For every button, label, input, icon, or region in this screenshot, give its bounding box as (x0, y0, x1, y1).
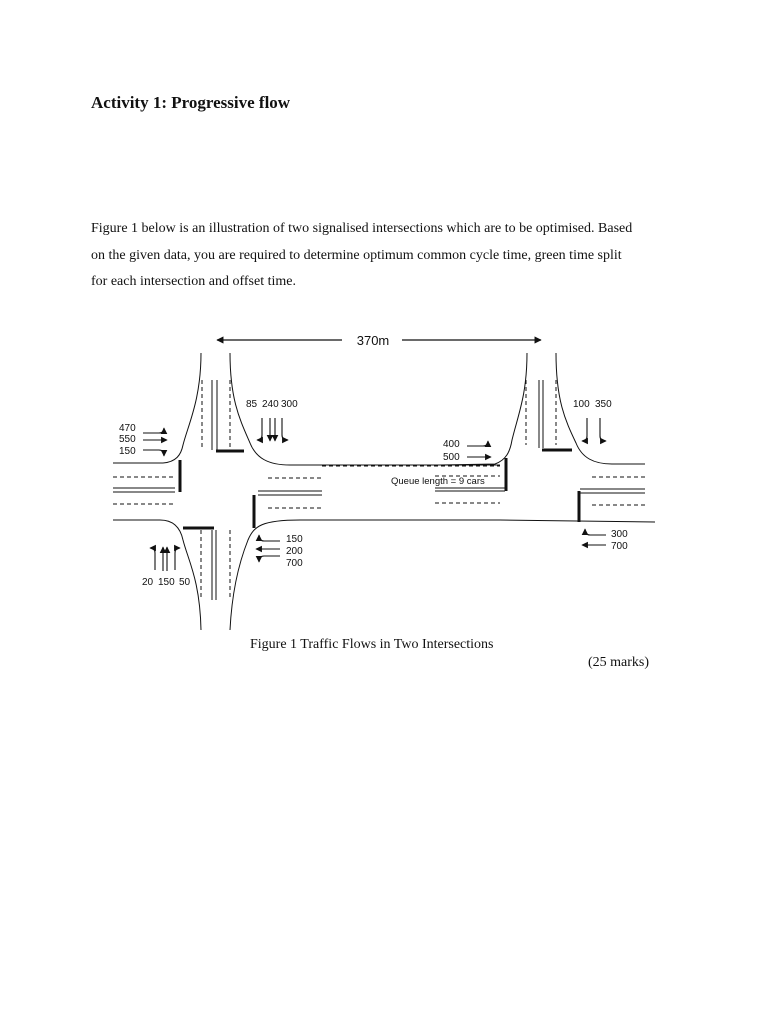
int1-south-flow-2: 240 (262, 399, 279, 410)
paragraph-line-3: for each intersection and offset time. (91, 274, 296, 289)
int2-west-flow-2: 700 (611, 541, 628, 552)
int2-westbound-arrows (582, 529, 606, 545)
distance-indicator (217, 333, 541, 348)
queue-length-label: Queue length = 9 cars (391, 476, 485, 487)
int2-southbound-arrows (582, 418, 606, 441)
paragraph-line-2: on the given data, you are required to determine optimum common cycle time, green time split (91, 247, 622, 263)
int1-east-flow-1: 470 (119, 423, 136, 434)
int1-south-flow-1: 85 (246, 399, 258, 410)
int1-southbound-arrows (257, 418, 288, 441)
int1-northbound-arrows (150, 547, 180, 571)
int1-north-flow-3: 50 (179, 577, 191, 588)
int2-south-flow-2: 350 (595, 399, 612, 410)
marks-label: (25 marks) (588, 655, 650, 670)
int1-east-flow-3: 150 (119, 446, 136, 457)
int1-west-flow-2: 200 (286, 546, 303, 557)
figure-caption: Figure 1 Traffic Flows in Two Intersections (250, 637, 494, 652)
int2-east-flow-2: 500 (443, 452, 460, 463)
intersection-1-stop-lines (180, 451, 254, 528)
int2-east-flow-1: 400 (443, 439, 460, 450)
int1-east-flow-2: 550 (119, 434, 136, 445)
activity-heading: Activity 1: Progressive flow (91, 93, 291, 112)
paragraph-line-1: Figure 1 below is an illustration of two signalised intersections which are to be optimised. Based (91, 221, 633, 236)
int1-north-flow-1: 20 (142, 577, 154, 588)
int1-westbound-arrows (256, 535, 280, 562)
int1-north-flow-2: 150 (158, 577, 175, 588)
int1-eastbound-arrows (143, 428, 167, 456)
int1-west-flow-1: 150 (286, 534, 303, 545)
link-road (322, 466, 500, 520)
int2-eastbound-arrows (467, 441, 491, 457)
int1-west-flow-3: 700 (286, 558, 303, 569)
intersection-2-stop-lines (506, 450, 579, 522)
int2-south-flow-1: 100 (573, 399, 590, 410)
int1-south-flow-3: 300 (281, 399, 298, 410)
int2-west-flow-1: 300 (611, 529, 628, 540)
intersection-2-roads (440, 353, 655, 522)
distance-label: 370m (356, 333, 390, 348)
